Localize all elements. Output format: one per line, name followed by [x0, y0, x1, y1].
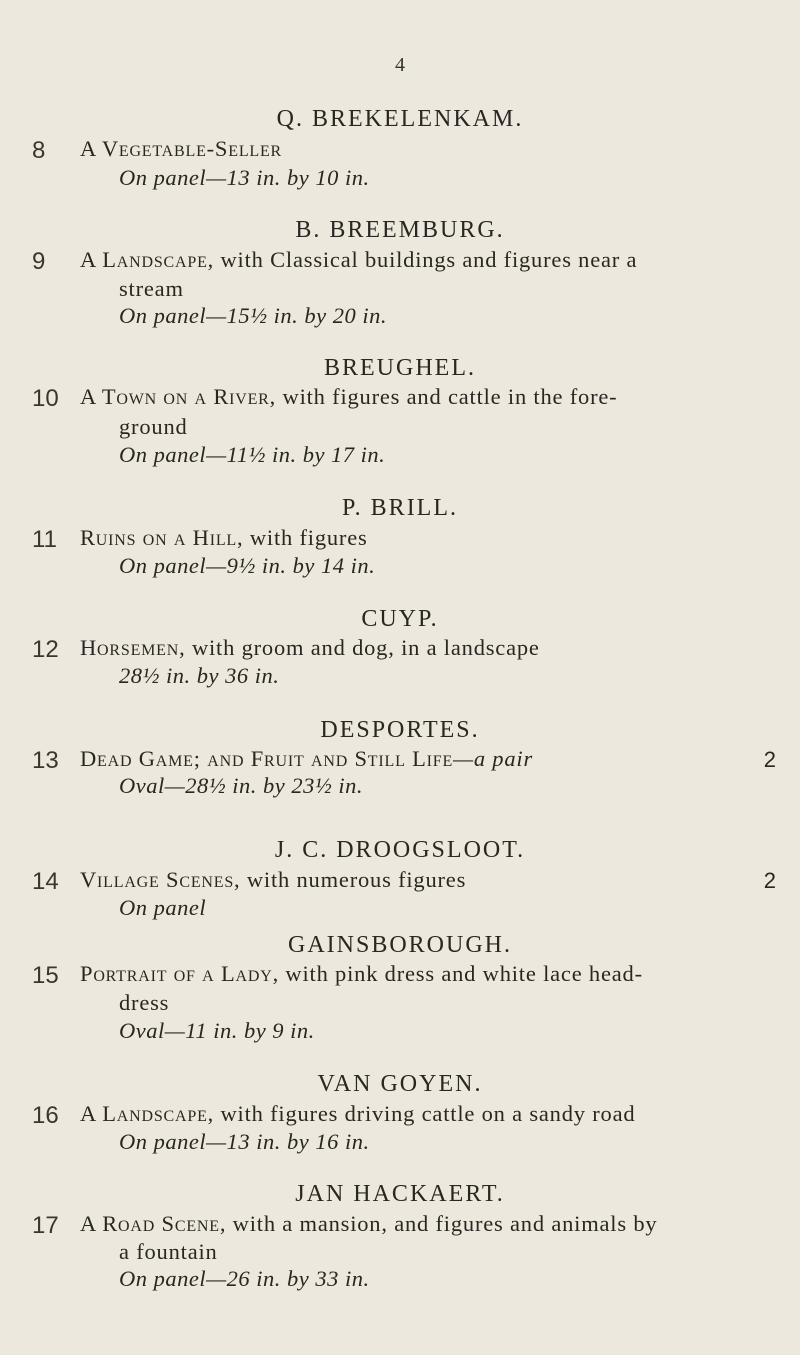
lot-dimensions: Oval—11 in. by 9 in.: [119, 1018, 315, 1043]
lot-number: 9: [32, 248, 46, 275]
lot-number: 10: [32, 385, 59, 412]
lot-title: [80, 135, 780, 163]
artist-heading: VAN GOYEN.: [317, 1071, 483, 1097]
lot-dimensions: On panel—15½ in. by 20 in.: [119, 303, 387, 328]
artist-heading: B. BREEMBURG.: [295, 217, 505, 243]
lot-title: [80, 246, 780, 274]
lot-title-continued: dress: [119, 990, 170, 1015]
lot-dimensions: On panel—26 in. by 33 in.: [119, 1266, 370, 1291]
lot-dimensions: 28½ in. by 36 in.: [119, 663, 280, 688]
lot-title-lead: A Landscape,: [80, 247, 215, 272]
artist-heading: CUYP.: [361, 606, 439, 632]
artist-heading: J. C. DROOGSLOOT.: [274, 837, 526, 863]
lot-number: 13: [32, 747, 59, 774]
lot-number: 11: [32, 526, 57, 553]
lot-title-continued: stream: [119, 276, 184, 301]
page-number: 4: [395, 54, 405, 76]
lot-title-rest: with pink dress and white lace head-: [279, 961, 643, 986]
lot-title-rest: with figures driving cattle on a sandy road: [214, 1101, 636, 1126]
artist-heading: JAN HACKAERT.: [295, 1181, 505, 1207]
lot-title-lead: A Road Scene,: [80, 1211, 227, 1236]
lot-title-lead: Village Scenes,: [80, 867, 241, 892]
lot-dimensions: On panel—13 in. by 16 in.: [119, 1129, 370, 1154]
lot-dimensions: On panel—13 in. by 10 in.: [119, 165, 370, 190]
artist-heading: Q. BREKELENKAM.: [276, 106, 524, 132]
lot-title-lead: A Town on a River,: [80, 384, 277, 409]
lot-title: [80, 524, 780, 552]
lot-quantity: 2: [763, 747, 776, 772]
lot-title-continued: a fountain: [119, 1239, 218, 1264]
lot-dimensions: On panel: [119, 895, 207, 920]
lot-title-lead: Horsemen,: [80, 635, 186, 660]
lot-title-rest: with groom and dog, in a landscape: [185, 635, 540, 660]
lot-title: [80, 866, 780, 894]
lot-title-rest: with numerous figures: [240, 867, 467, 892]
lot-number: 14: [32, 868, 59, 895]
lot-title: [80, 1100, 780, 1128]
lot-title-lead: A Vegetable-Seller: [80, 136, 283, 161]
artist-heading: BREUGHEL.: [324, 355, 476, 381]
lot-number: 8: [32, 137, 46, 164]
lot-dimensions: Oval—28½ in. by 23½ in.: [119, 773, 363, 798]
lot-number: 12: [32, 636, 59, 663]
lot-title: [80, 960, 780, 988]
lot-title: [80, 745, 780, 773]
lot-title-rest: with a mansion, and figures and animals by: [226, 1211, 658, 1236]
lot-title-lead: Ruins on a Hill,: [80, 525, 244, 550]
lot-title-lead: A Landscape,: [80, 1101, 215, 1126]
lot-title-lead: Dead Game; and Fruit and Still Life: [80, 746, 454, 771]
lot-title-rest: with Classical buildings and figures near a: [214, 247, 638, 272]
lot-title: [80, 383, 780, 411]
lot-title-rest: with figures and cattle in the fore-: [276, 384, 618, 409]
lot-quantity: 2: [763, 868, 776, 893]
lot-title: [80, 1210, 780, 1238]
lot-title: [80, 634, 780, 662]
artist-heading: DESPORTES.: [320, 717, 480, 743]
lot-number: 17: [32, 1212, 59, 1239]
lot-number: 15: [32, 962, 59, 989]
lot-title-continued: ground: [119, 414, 188, 439]
artist-heading: P. BRILL.: [341, 495, 458, 521]
artist-heading: GAINSBOROUGH.: [287, 932, 512, 958]
lot-title-lead: Portrait of a Lady,: [80, 961, 279, 986]
lot-number: 16: [32, 1102, 59, 1129]
lot-title-rest: —a pair: [453, 746, 534, 771]
lot-title-rest: with figures: [243, 525, 368, 550]
lot-dimensions: On panel—9½ in. by 14 in.: [119, 553, 376, 578]
lot-dimensions: On panel—11½ in. by 17 in.: [119, 442, 386, 467]
